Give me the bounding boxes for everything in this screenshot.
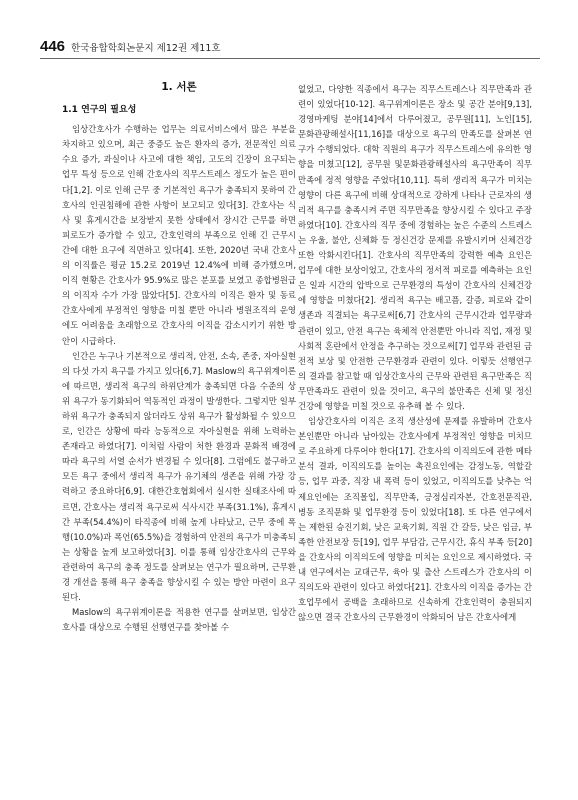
paragraph: 임상간호사가 수행하는 업무는 의료서비스에서 많은 부분을 차지하고 있으며, 최근 중증도 높은 환자의 증가, 전문적인 의료수요 증가, 과실이나 사고에 대한 책임, 고도의 긴장이 요구되는 업무 특성 등으로 인해 간호사의 직무스트레스 정도가 높은 편이다[1,2]. 이로 인해 근무 중 기본적인 욕구가 충족되지 못하여 간호사의 인권침해에 관한 사항이 보고되고 있다[3]. 간호사는 식사 및 휴게시간을 보장받지 못한 상태에서 장시간 근무를 하면 피로도가 증가할 수 있고, 간호인력의 부족으로 인해 긴 근무시간에 대한 요구에 직면하고 있다[4]. 또한, 2020년 국내 간호사의 이직률은 평균 15.2로 2019년 12.4%에 비해 증가했으며, 이직 현황은 간호사가 95.9%로 많은 분포를 보였고 종합병원급의 이직자 수가 가장 많았다[5]. 간호사의 이직은 환자 및 동료 간호사에게 부정적인 영향을 미칠 뿐만 아니라 병원조직의 운영에도 어려움을 초래함으로 간호사의 이직을 감소시키기 위한 방안이 시급하다. — [62, 124, 296, 346]
page-number: 446 — [40, 38, 66, 55]
running-header — [40, 38, 540, 58]
section-title: 1. 서론 — [161, 81, 197, 93]
header-rule — [40, 58, 540, 59]
paragraph: Maslow의 욕구위계이론을 적용한 연구를 살펴보면, 임상간호사를 대상으로 수행된 선행연구를 찾아볼 수 — [62, 607, 296, 633]
paragraph: 없었고, 다양한 직종에서 욕구는 직무스트레스나 직무만족과 관련이 있었다[10-12]. 욕구위계이론은 장소 및 공간 분야[9,13], 경영마케팅 분야[14]에서 다루어졌고, 공무원[11], 노인[15], 문화관광해설사[11,16]를 대상으로 욕구의 만족도를 살펴본 연구가 수행되었다. 대학 직원의 욕구가 직무스트레스에 유의한 영향을 미쳤고[12], 공무원 및문화관광해설사의 욕구만족이 직무만족에 정적 영향을 주었다[10,11]. 특히 생리적 욕구가 미치는 영향이 다른 욕구에 비해 상대적으로 강하게 나타나 근로자의 생리적 욕구를 충족시켜 주면 직무만족을 향상시킬 수 있다고 주장하였다[10]. 간호사의 직무 중에 경험하는 높은 수준의 스트레스는 우울, 불안, 신체화 등 정신건강 문제를 유발시키며 신체건강 또한 악화시킨다[1]. 간호사의 직무만족의 강력한 예측 요인은 업무에 대한 보상이었고, 간호사의 정서적 피로를 예측하는 요인은 일과 시간의 압박으로 근무환경의 특성이 간호사의 신체건강에 영향을 미쳤다[2]. 생리적 욕구는 배고픔, 갈증, 피로와 같이 생존과 직결되는 욕구로써[6,7] 간호사의 근무시간과 업무량과 관련이 있고, 안전 욕구는 육체적 안전뿐만 아니라 직업, 재정 및 사회적 혼란에서 안정을 추구하는 것으로써[7] 업무와 관련된 금전적 보상 및 안전한 근무환경과 관련이 있다. 이렇듯 선행연구의 결과를 참고할 때 임상간호사의 근무와 관련된 욕구만족은 직무만족과도 관련이 있을 것이고, 욕구의 불만족은 신체 및 정신건강에 영향을 미칠 것으로 유추해 볼 수 있다. — [298, 84, 532, 411]
paragraph: 임상간호사의 이직은 조직 생산성에 문제를 유발하며 간호사 본인뿐만 아니라 남아있는 간호사에게 부정적인 영향을 미치므로 주요하게 다루어야 한다[17]. 간호사의 이직의도에 관한 메타분석 결과, 이직의도를 높이는 촉진요인에는 감정노동, 역할갈등, 업무 과중, 직장 내 폭력 등이 있었고, 이직의도를 낮추는 억제요인에는 조직몰입, 직무만족, 긍정심리자본, 간호전문직관, 병동 조직문화 및 업무환경 등이 있었다[18]. 또 다른 연구에서는 제한된 승진기회, 낮은 교육기회, 직원 간 갈등, 낮은 임금, 부족한 안전보장 등[19], 업무 부담감, 근무시간, 휴식 부족 등[20]을 간호사의 이직의도에 영향을 미치는 요인으로 제시하였다. 국내 연구에서는 교대근무, 육아 및 출산 스트레스가 간호사의 이직의도와 관련이 있다고 하였다[21]. 간호사의 이직을 증가는 간호업무에서 공백을 초래하므로 신속하게 간호인력이 충원되지 않으면 결국 간호사의 근무환경이 악화되어 남은 간호사에게 — [298, 416, 532, 623]
subsection-title: 1.1 연구의 필요성 — [62, 105, 137, 116]
right-column — [298, 82, 532, 782]
paragraph: 인간은 누구나 기본적으로 생리적, 안전, 소속, 존중, 자아실현의 다섯 가지 욕구를 가지고 있다[6,7]. Maslow의 욕구위계이론에 따르면, 생리적 욕구의 하위단계가 충족되면 다음 수준의 상위 욕구가 동기화되어 역동적인 과정이 발생한다. 그렇지만 일부 하위 욕구가 충족되지 않더라도 상위 욕구가 활성화될 수 있으므로, 인간은 상황에 따라 능동적으로 자아실현을 위해 노력하는 존재라고 하였다[7]. 이처럼 사람이 처한 환경과 문화적 배경에 따라 욕구의 서열 순서가 변경될 수 있다[8]. 그럼에도 불구하고 모든 욕구 중에서 생리적 욕구가 유기체의 생존을 위해 가장 강력하고 중요하다[6,9]. 대한간호협회에서 실시한 실태조사에 따르면, 간호사는 생리적 욕구로써 식사시간 부족(31.1%), 휴게시간 부족(54.4%)이 타직종에 비해 높게 나타났고, 근무 중에 폭행(10.0%)과 폭언(65.5%)을 경험하여 안전의 욕구가 미충족되는 상황을 높게 보고하였다[3]. 이를 통해 임상간호사의 근무와 관련하여 욕구의 충족 정도를 살펴보는 연구가 필요하며, 근무환경 개선을 통해 욕구 충족을 향상시킬 수 있는 방안 마련이 요구된다. — [62, 350, 296, 603]
journal-title: 한국융합학회논문지 제12권 제11호 — [71, 43, 221, 54]
left-column — [62, 76, 296, 776]
